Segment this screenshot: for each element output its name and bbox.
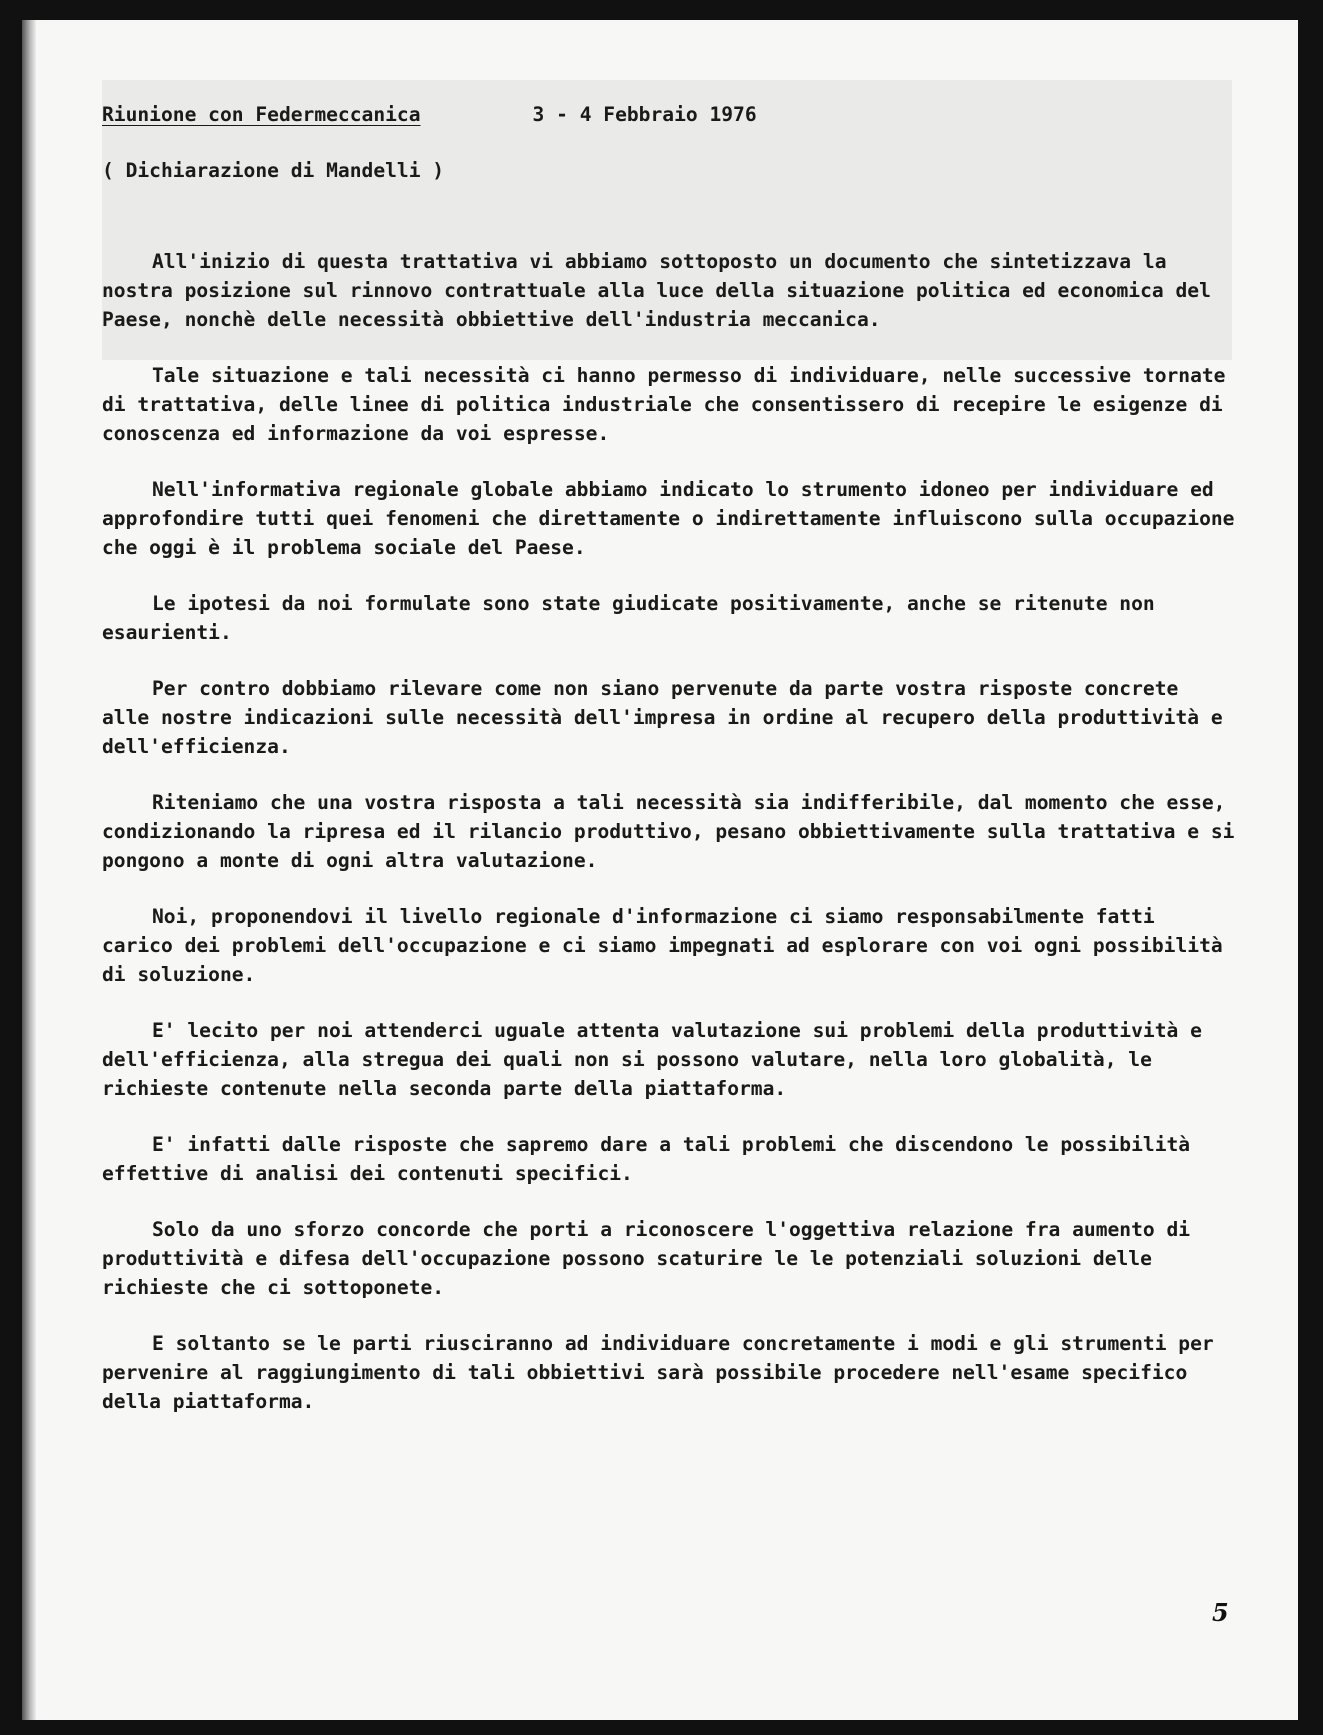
meeting-title: Riunione con Federmeccanica	[102, 103, 421, 126]
paragraph-7: Noi, proponendovi il livello regionale d'informazione ci siamo responsabilmente fatti carico dei problemi dell'occupazione e ci siamo impegnati ad esplorare con voi ogni possibilità di soluzione.	[102, 905, 1223, 986]
paragraph-6: Riteniamo che una vostra risposta a tali necessità sia indifferibile, dal momento che esse, condizionando la ripresa ed il rilancio produttivo, pesano obbiettivamente sulla trattativa e si pongono a monte di ogni altra valutazione.	[102, 791, 1235, 872]
document-body	[102, 100, 1237, 1443]
paragraph-5: Per contro dobbiamo rilevare come non siano pervenute da parte vostra risposte concrete alle nostre indicazioni sulle necessità dell'impresa in ordine al recupero della produttività e dell'efficienza.	[102, 677, 1223, 758]
paragraph-9: E' infatti dalle risposte che sapremo dare a tali problemi che discendono le possibilità effettive di analisi dei contenuti specifici.	[102, 1133, 1191, 1185]
paragraph-1: All'inizio di questa trattativa vi abbiamo sottoposto un documento che sintetizzava la nostra posizione sul rinnovo contrattuale alla luce della situazione politica ed economica del Paese, nonchè delle necessità obbiettive dell'industria meccanica.	[102, 250, 1211, 331]
paragraph-8: E' lecito per noi attenderci uguale attenta valutazione sui problemi della produttività e dell'efficienza, alla stregua dei quali non si possono valutare, nella loro globalità, le richieste contenute nella seconda parte della piattaforma.	[102, 1019, 1202, 1100]
page-binding-edge	[22, 20, 36, 1720]
paragraph-3: Nell'informativa regionale globale abbiamo indicato lo strumento idoneo per individuare ed approfondire tutti quei fenomeni che direttamente o indirettamente influiscono sulla occupazione che oggi è il problema sociale del Paese.	[102, 478, 1235, 559]
paragraph-4: Le ipotesi da noi formulate sono state giudicate positivamente, anche se ritenute non esaurienti.	[102, 592, 1155, 644]
paragraph-10: Solo da uno sforzo concorde che porti a riconoscere l'oggettiva relazione fra aumento di produttività e difesa dell'occupazione possono scaturire le le potenziali soluzioni delle richieste che ci sottoponete.	[102, 1218, 1191, 1299]
document-header	[102, 100, 1237, 130]
meeting-date: 3 - 4 Febbraio 1976	[532, 103, 757, 126]
paragraph-2: Tale situazione e tali necessità ci hanno permesso di individuare, nelle successive tornate di trattativa, delle linee di politica industriale che consentissero di recepire le esigenze di conoscenza ed informazione da voi espresse.	[102, 364, 1226, 445]
document-page	[22, 20, 1298, 1720]
paragraph-11: E soltanto se le parti riusciranno ad individuare concretamente i modi e gli strumenti per pervenire al raggiungimento di tali obbiettivi sarà possibile procedere nell'esame specifico della piattaforma.	[102, 1332, 1214, 1413]
declaration-subtitle: ( Dichiarazione di Mandelli )	[102, 159, 445, 182]
page-number: 5	[1212, 1598, 1229, 1627]
